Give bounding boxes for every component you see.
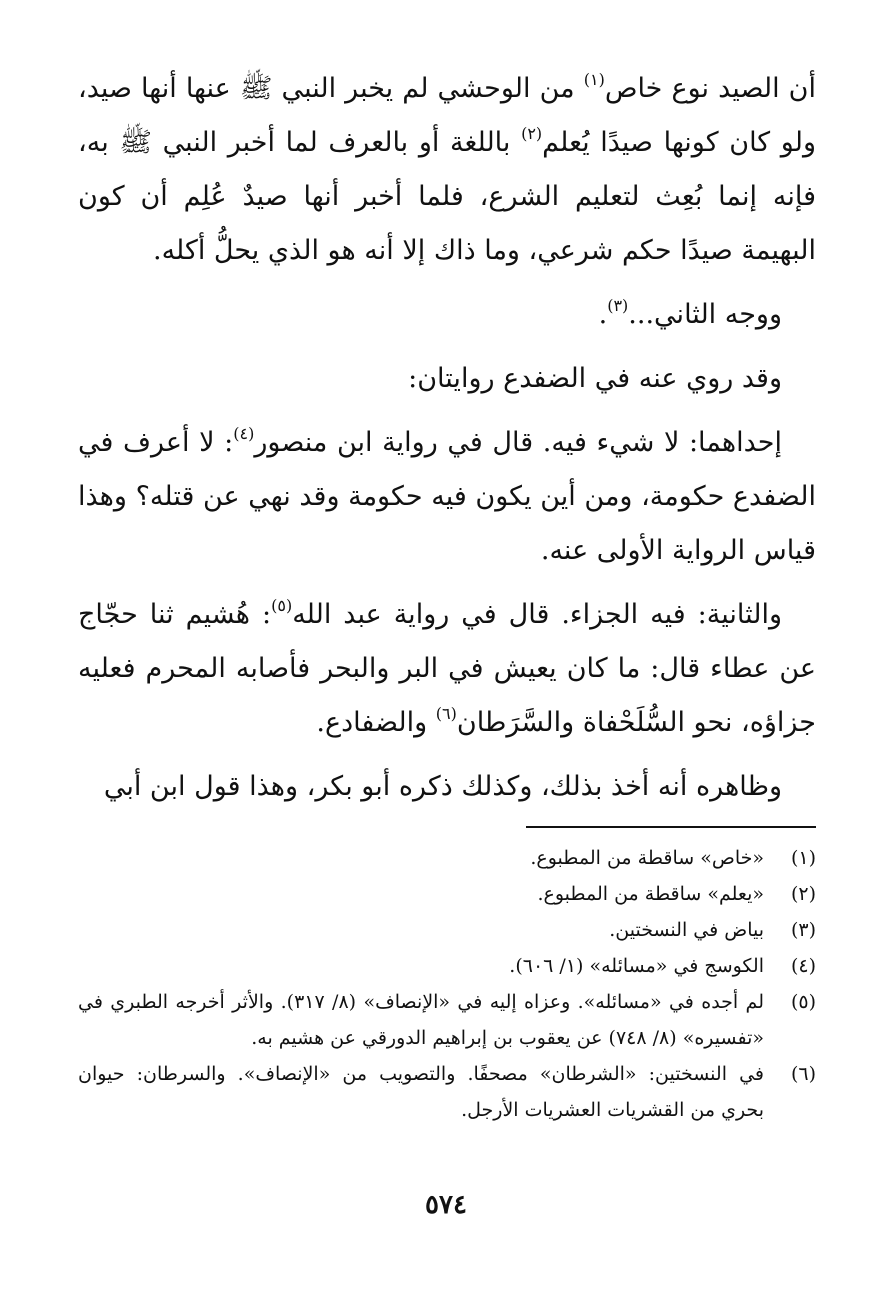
footnote-text: في النسختين: «الشرطان» مصحفًا. والتصويب من «الإنصاف». والسرطان: حيوان بحري من القشريات العشريات الأرجل. bbox=[78, 1063, 764, 1121]
text-run: والضفادع. bbox=[316, 707, 436, 738]
paragraph-6: وظاهره أنه أخذ بذلك، وكذلك ذكره أبو بكر، وهذا قول ابن أبي bbox=[103, 771, 782, 802]
footnote-ref-4: (٤) bbox=[233, 424, 255, 443]
footnote-text: «خاص» ساقطة من المطبوع. bbox=[530, 847, 764, 869]
text-run: والثانية: فيه الجزاء. قال في رواية عبد الله bbox=[292, 599, 783, 630]
footnote-text: «يعلم» ساقطة من المطبوع. bbox=[537, 883, 764, 905]
footnote-ref-6: (٦) bbox=[435, 704, 457, 723]
text-run: من الوحشي لم يخبر النبي ﷺ عنها أنها صيد، ولو كان كونها صيدًا يُعلم bbox=[78, 73, 817, 158]
paragraph-5 bbox=[78, 588, 816, 750]
footnote-6 bbox=[78, 1056, 816, 1128]
footnote-4 bbox=[78, 948, 816, 984]
footnote-number: (٢) bbox=[790, 883, 816, 905]
footnote-ref-2: (٢) bbox=[521, 124, 543, 143]
footnote-3 bbox=[78, 912, 816, 948]
text-run: : هُشيم ثنا حجّاج عن عطاء قال: ما كان يعيش في البر والبحر فأصابه المحرم فعليه جزاؤه، نحو السُّلَحْفاة والسَّرَطان bbox=[78, 599, 816, 738]
footnote-2 bbox=[78, 876, 816, 912]
text-run: إحداهما: لا شيء فيه. قال في رواية ابن منصور bbox=[254, 427, 782, 458]
footnote-text: الكوسج في «مسائله» (١/ ٦٠٦). bbox=[509, 955, 764, 977]
footnote-number: (١) bbox=[790, 847, 816, 869]
footnote-5 bbox=[78, 984, 816, 1056]
text-run: : لا أعرف في الضفدع حكومة، ومن أين يكون فيه حكومة وقد نهي عن قتله؟ وهذا قياس الرواية الأولى عنه. bbox=[78, 427, 816, 566]
text-run: ووجه الثاني... bbox=[628, 299, 782, 330]
page-number: ٥٧٤ bbox=[425, 1190, 467, 1220]
footnote-1 bbox=[78, 840, 816, 876]
footnotes bbox=[78, 840, 816, 1128]
footnote-text: بياض في النسختين. bbox=[609, 919, 764, 941]
text-run: . bbox=[598, 299, 608, 330]
footnote-number: (٦) bbox=[790, 1063, 816, 1085]
footnote-ref-5: (٥) bbox=[271, 596, 293, 615]
paragraph-4 bbox=[78, 416, 816, 578]
footnote-separator bbox=[526, 826, 816, 828]
footnote-text: لم أجده في «مسائله». وعزاه إليه في «الإنصاف» (٨/ ٣١٧). والأثر أخرجه الطبري في «تفسيره» (٨/ ٧٤٨) عن يعقوب بن إبراهيم الدورقي عن هشيم به. bbox=[78, 991, 764, 1049]
paragraph-2 bbox=[78, 288, 816, 342]
footnote-number: (٤) bbox=[790, 955, 816, 977]
footnote-ref-3: (٣) bbox=[607, 296, 629, 315]
footnote-number: (٣) bbox=[790, 919, 816, 941]
text-run: أن الصيد نوع خاص bbox=[604, 73, 817, 104]
footnote-number: (٥) bbox=[790, 991, 816, 1013]
footnote-ref-1: (١) bbox=[583, 70, 605, 89]
text-run: باللغة أو بالعرف لما أخبر النبي ﷺ به، فإنه إنما بُعِث لتعليم الشرع، فلما أخبر أنها صيدٌ عُلِم أن كون البهيمة صيدًا حكم شرعي، وما ذاك إلا أنه هو الذي يحلُّ أكله. bbox=[78, 127, 816, 266]
paragraph-3: وقد روي عنه في الضفدع روايتان: bbox=[408, 363, 782, 394]
paragraph-1 bbox=[78, 62, 816, 278]
main-text bbox=[78, 62, 816, 814]
